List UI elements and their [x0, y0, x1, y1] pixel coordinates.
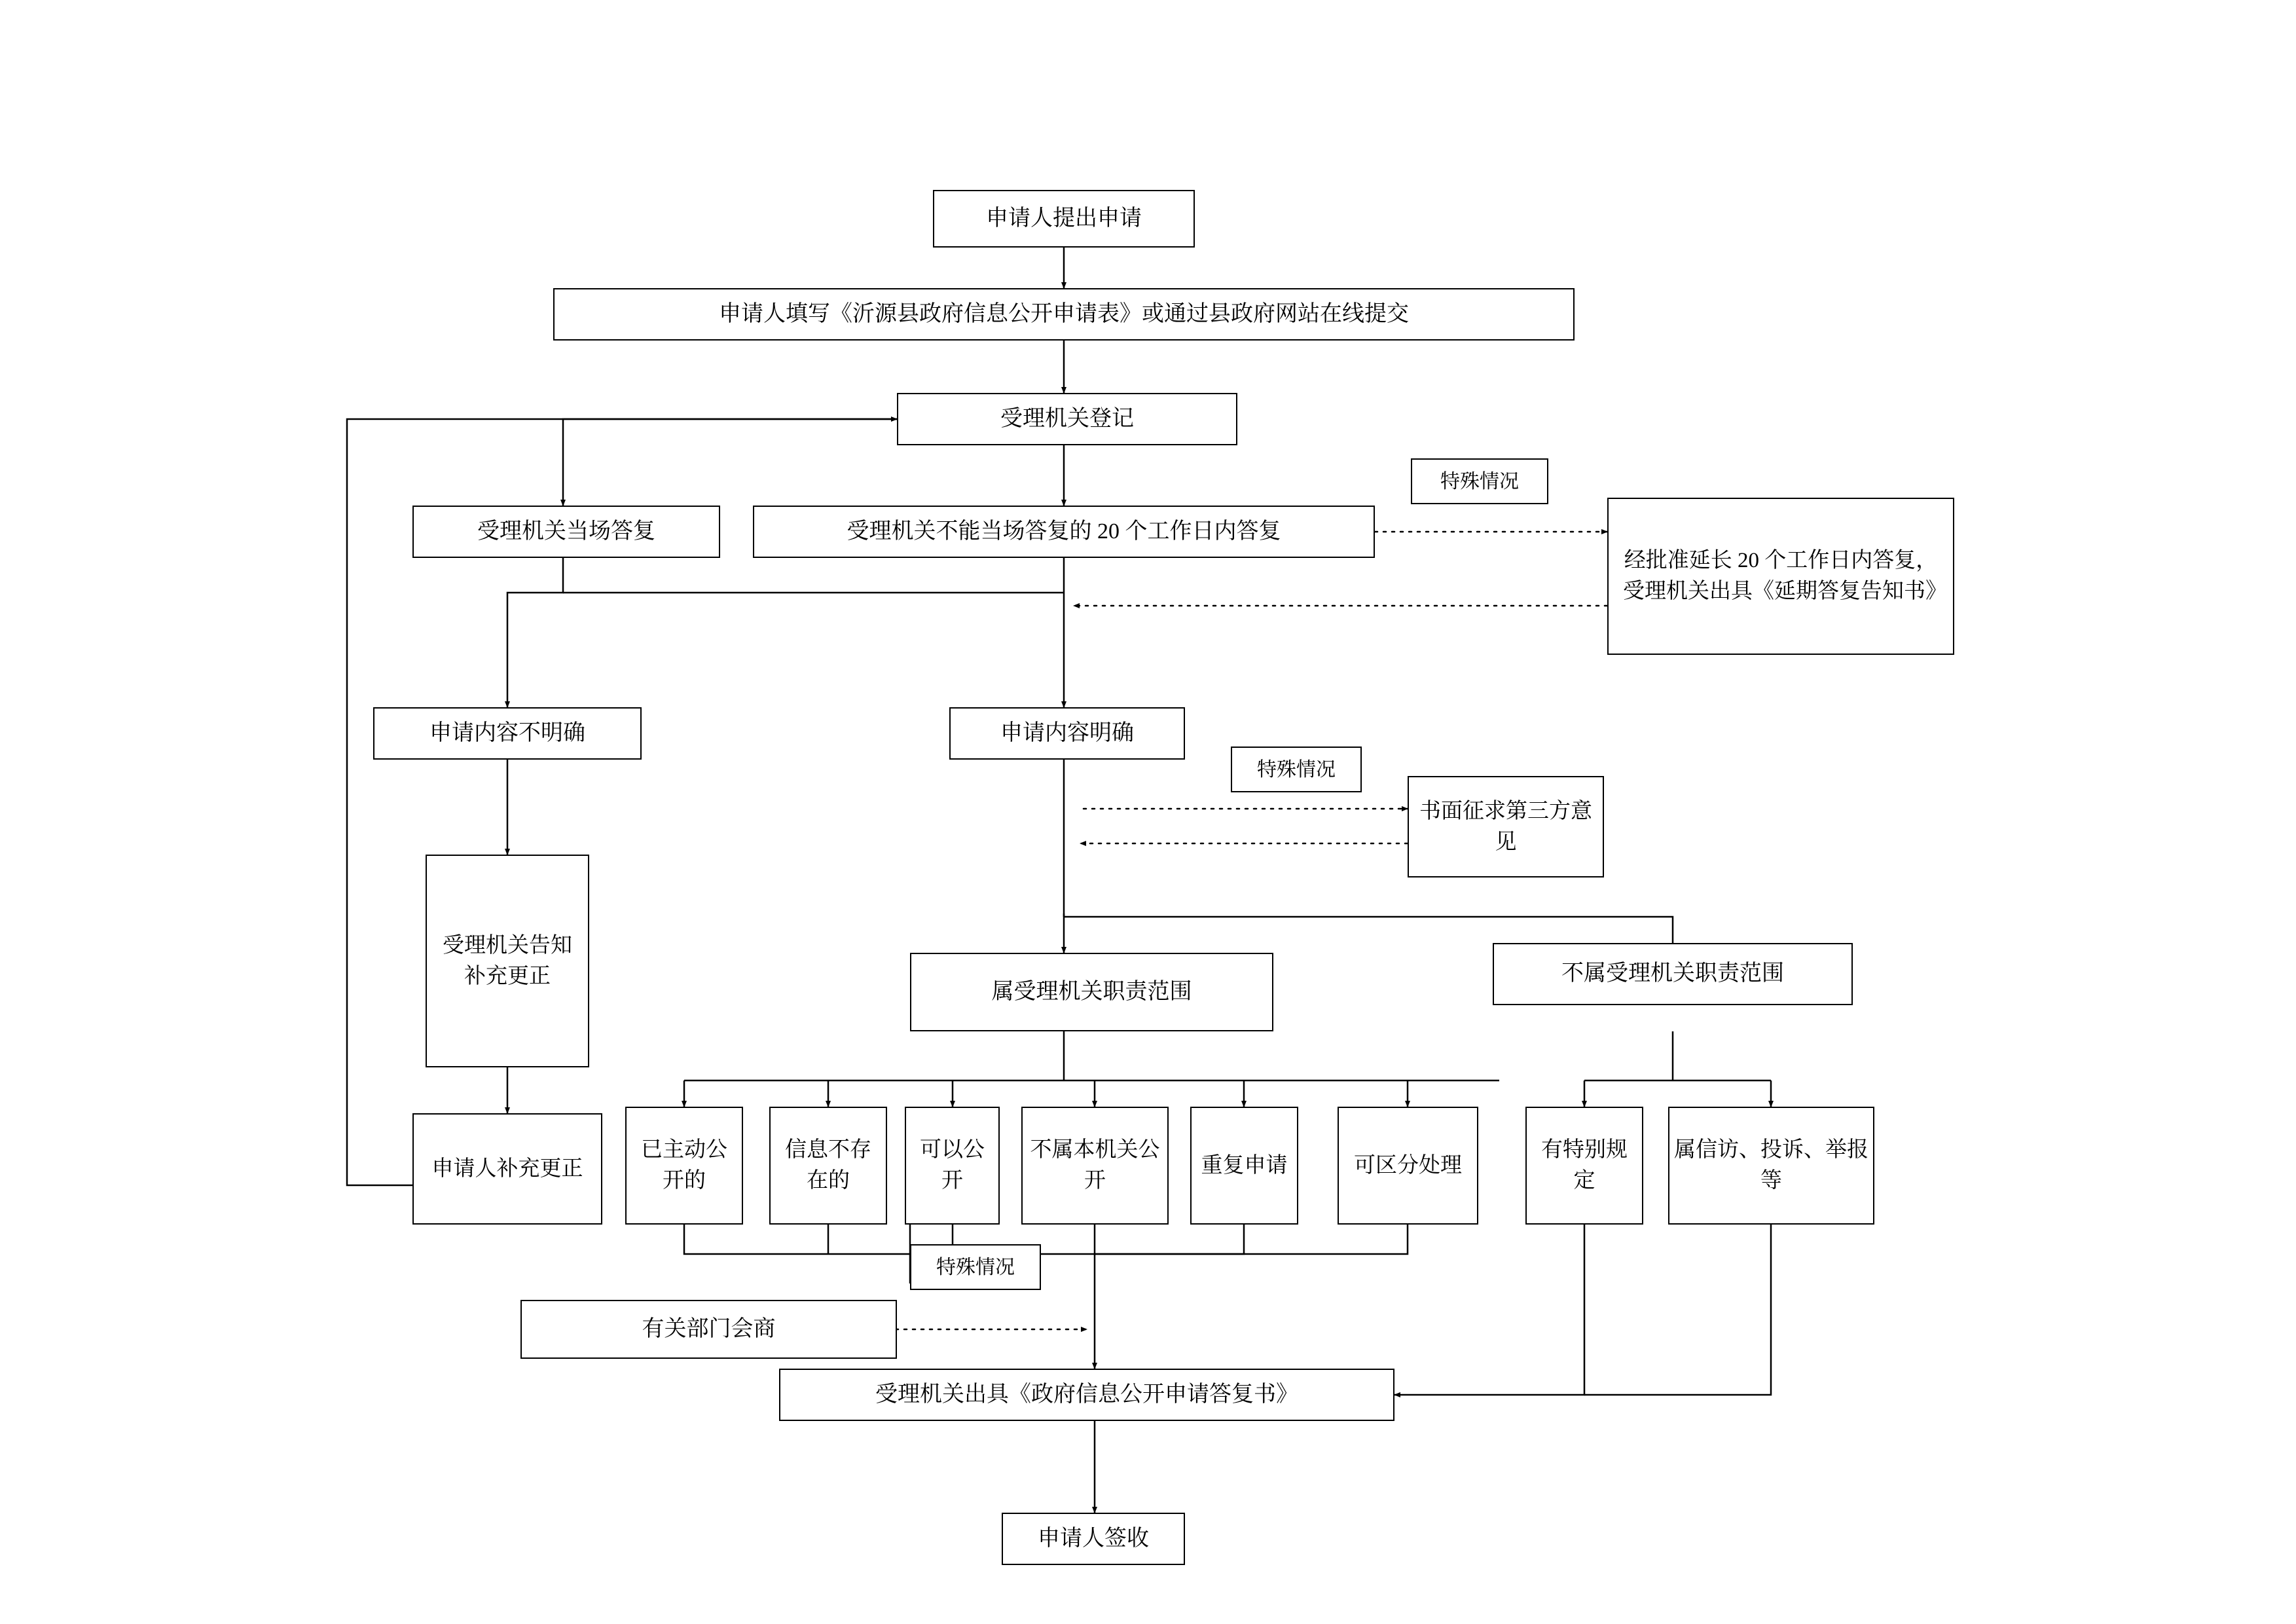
node-not-this-agency: 不属本机关公开 — [1021, 1107, 1169, 1225]
node-third-party-opinion: 书面征求第三方意见 — [1408, 776, 1604, 877]
node-agency-registration: 受理机关登记 — [897, 393, 1237, 445]
node-content-unclear: 申请内容不明确 — [373, 707, 642, 760]
node-applicant-receives: 申请人签收 — [1002, 1513, 1185, 1565]
node-outside-agency-scope: 不属受理机关职责范围 — [1493, 943, 1853, 1005]
node-already-disclosed: 已主动公开的 — [625, 1107, 743, 1225]
node-info-not-exist: 信息不存在的 — [769, 1107, 887, 1225]
node-can-disclose: 可以公开 — [905, 1107, 1000, 1225]
node-onsite-reply: 受理机关当场答复 — [412, 506, 720, 558]
node-departments-consultation: 有关部门会商 — [520, 1300, 897, 1359]
node-applicant-submits: 申请人提出申请 — [933, 190, 1195, 248]
node-within-agency-scope: 属受理机关职责范围 — [910, 953, 1273, 1031]
node-extended-reply-notice: 经批准延长 20 个工作日内答复，受理机关出具《延期答复告知书》 — [1607, 498, 1954, 655]
node-20-working-days-reply: 受理机关不能当场答复的 20 个工作日内答复 — [753, 506, 1375, 558]
edge-label-special-case-3: 特殊情况 — [910, 1244, 1041, 1290]
edge-label-special-case-2: 特殊情况 — [1231, 747, 1362, 792]
node-content-clear: 申请内容明确 — [949, 707, 1185, 760]
node-issue-reply-letter: 受理机关出具《政府信息公开申请答复书》 — [779, 1369, 1394, 1421]
edge-label-special-case-1: 特殊情况 — [1411, 458, 1548, 504]
node-separable-handling: 可区分处理 — [1338, 1107, 1478, 1225]
node-special-provision: 有特别规定 — [1525, 1107, 1643, 1225]
node-notify-supplement: 受理机关告知补充更正 — [426, 855, 589, 1067]
node-applicant-supplements: 申请人补充更正 — [412, 1113, 602, 1225]
node-fill-form: 申请人填写《沂源县政府信息公开申请表》或通过县政府网站在线提交 — [553, 288, 1575, 341]
node-repeat-application: 重复申请 — [1190, 1107, 1298, 1225]
node-petition-complaint: 属信访、投诉、举报等 — [1668, 1107, 1874, 1225]
